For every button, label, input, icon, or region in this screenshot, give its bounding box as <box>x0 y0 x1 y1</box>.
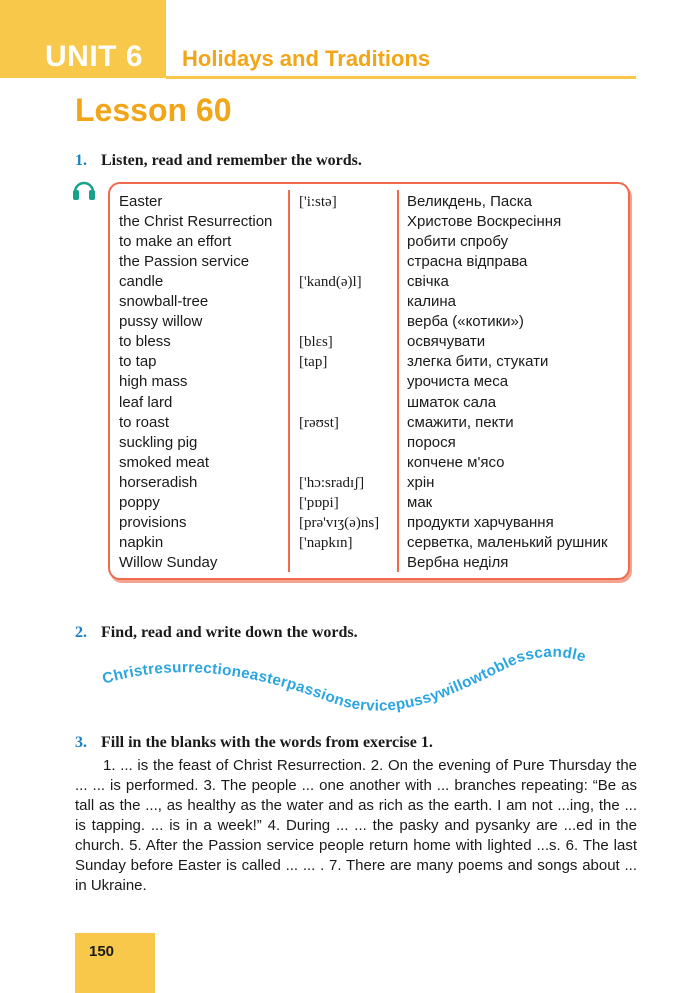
vocab-transcription: [rəʊst] <box>299 414 339 431</box>
vocab-ukrainian: робити спробу <box>407 233 509 251</box>
vocab-transcription: ['pɒpi] <box>299 494 339 511</box>
vocab-english: pussy willow <box>119 313 203 331</box>
vocab-english: snowball-tree <box>119 293 209 311</box>
vocab-ukrainian: серветка, маленький рушник <box>407 533 608 551</box>
exercise1-number: 1. <box>75 152 87 169</box>
vocab-transcription: [blɛs] <box>299 334 333 351</box>
vocab-english: the Christ Resurrection <box>119 213 273 231</box>
vocab-ukrainian: злегка бити, стукати <box>407 353 549 371</box>
vocab-row <box>110 252 628 272</box>
vocab-row <box>110 232 628 252</box>
vocab-english: to roast <box>119 413 170 431</box>
exercise3-heading <box>75 734 433 752</box>
exercise2-instruction: Find, read and write down the words. <box>101 624 358 641</box>
page-number: 150 <box>89 943 115 960</box>
vocab-english: napkin <box>119 533 164 551</box>
vocab-ukrainian: урочиста меса <box>407 373 509 391</box>
exercise1-heading <box>75 152 362 170</box>
vocab-row <box>110 372 628 392</box>
vocab-ukrainian: верба («котики») <box>407 313 524 331</box>
vocab-ukrainian: копчене м'ясо <box>407 453 505 471</box>
vocab-row <box>110 272 628 292</box>
vocab-english: to make an effort <box>119 233 232 251</box>
vocab-english: high mass <box>119 373 188 391</box>
vocab-transcription: ['hɔ:sradɪʃ] <box>299 474 365 491</box>
letter-chain <box>100 644 588 715</box>
vocab-ukrainian: Христове Воскресіння <box>407 213 562 231</box>
vocab-english: suckling pig <box>119 433 198 451</box>
exercise1-instruction: Listen, read and remember the words. <box>101 152 362 169</box>
vocab-row <box>110 332 628 352</box>
vocab-english: smoked meat <box>119 453 210 471</box>
vocab-english: poppy <box>119 493 160 511</box>
vocab-transcription: ['i:stə] <box>299 194 337 210</box>
vocab-ukrainian: мак <box>407 493 433 511</box>
vocab-english: Easter <box>119 193 163 210</box>
vocab-row <box>110 473 628 493</box>
letter-chain-text: Christresurrectioneasterpassionservicepussywillowtoblesscandle <box>100 643 588 715</box>
exercise3-paragraph: 1. ... is the feast of Christ Resurrection. 2. On the evening of Pure Thursday the ... ... is performed. 3. The people ... one another with ... branches repeating: “Be as tall as the ..., as healthy as the water and as rich as the earth. I am not ...ing, the ... is tapping. ... is in a week!” 4. During ... ... the pasky and pysanky are ...ed in the church. 5. After the Passion service people return home with lighted ...s. 6. The last Sunday before Easter is called ... ... . 7. There are many poems and songs about ... in Ukraine. <box>75 757 637 894</box>
vocab-row <box>110 533 628 553</box>
unit-label: UNIT 6 <box>45 40 144 73</box>
vocab-ukrainian: страсна відправа <box>407 253 528 271</box>
vocab-english: candle <box>119 273 164 291</box>
vocab-ukrainian: порося <box>407 433 456 451</box>
vocabulary-table <box>108 182 630 580</box>
vocab-english: Willow Sunday <box>119 553 218 571</box>
vocab-ukrainian: хрін <box>407 473 435 491</box>
vocab-english: to bless <box>119 333 171 351</box>
vocab-row <box>110 192 628 212</box>
vocab-transcription: [prə'vɪʒ(ə)ns] <box>299 514 380 531</box>
vocab-transcription: [tap] <box>299 354 328 371</box>
vocab-row <box>110 513 628 533</box>
vocab-row <box>110 212 628 232</box>
exercise3-number: 3. <box>75 734 87 751</box>
vocab-english: to tap <box>119 353 157 371</box>
vocab-ukrainian: шматок сала <box>407 393 497 411</box>
vocab-row <box>110 393 628 413</box>
vocab-transcription: ['kand(ə)l] <box>299 274 362 291</box>
vocab-row <box>110 292 628 312</box>
vocab-row <box>110 312 628 332</box>
page-number-box <box>75 933 155 993</box>
vocab-row <box>110 553 628 573</box>
vocab-english: leaf lard <box>119 393 173 411</box>
exercise3-instruction: Fill in the blanks with the words from exercise 1. <box>101 734 433 751</box>
unit-rule-divider <box>166 76 636 79</box>
unit-banner <box>0 0 166 78</box>
vocab-english: provisions <box>119 513 187 531</box>
exercise2-number: 2. <box>75 624 87 641</box>
vocab-row <box>110 493 628 513</box>
vocab-row <box>110 413 628 433</box>
vocab-transcription: ['napkɪn] <box>299 534 353 551</box>
vocab-ukrainian: Вербна неділя <box>407 553 509 571</box>
headphones-icon[interactable] <box>71 178 97 202</box>
vocab-ukrainian: продукти харчування <box>407 513 554 531</box>
vocab-english: horseradish <box>119 473 198 491</box>
vocab-row <box>110 352 628 372</box>
lesson-title: Lesson 60 <box>75 92 232 128</box>
unit-title: Holidays and Traditions <box>182 46 431 71</box>
vocab-ukrainian: смажити, пекти <box>407 413 514 431</box>
vocab-row <box>110 433 628 453</box>
vocab-english: the Passion service <box>119 253 250 271</box>
vocab-ukrainian: калина <box>407 293 456 311</box>
vocab-ukrainian: свічка <box>407 273 449 291</box>
vocab-ukrainian: освячувати <box>407 333 486 351</box>
vocab-row <box>110 453 628 473</box>
word-chain-graphic <box>100 640 640 730</box>
vocab-ukrainian: Великдень, Паска <box>407 193 532 210</box>
